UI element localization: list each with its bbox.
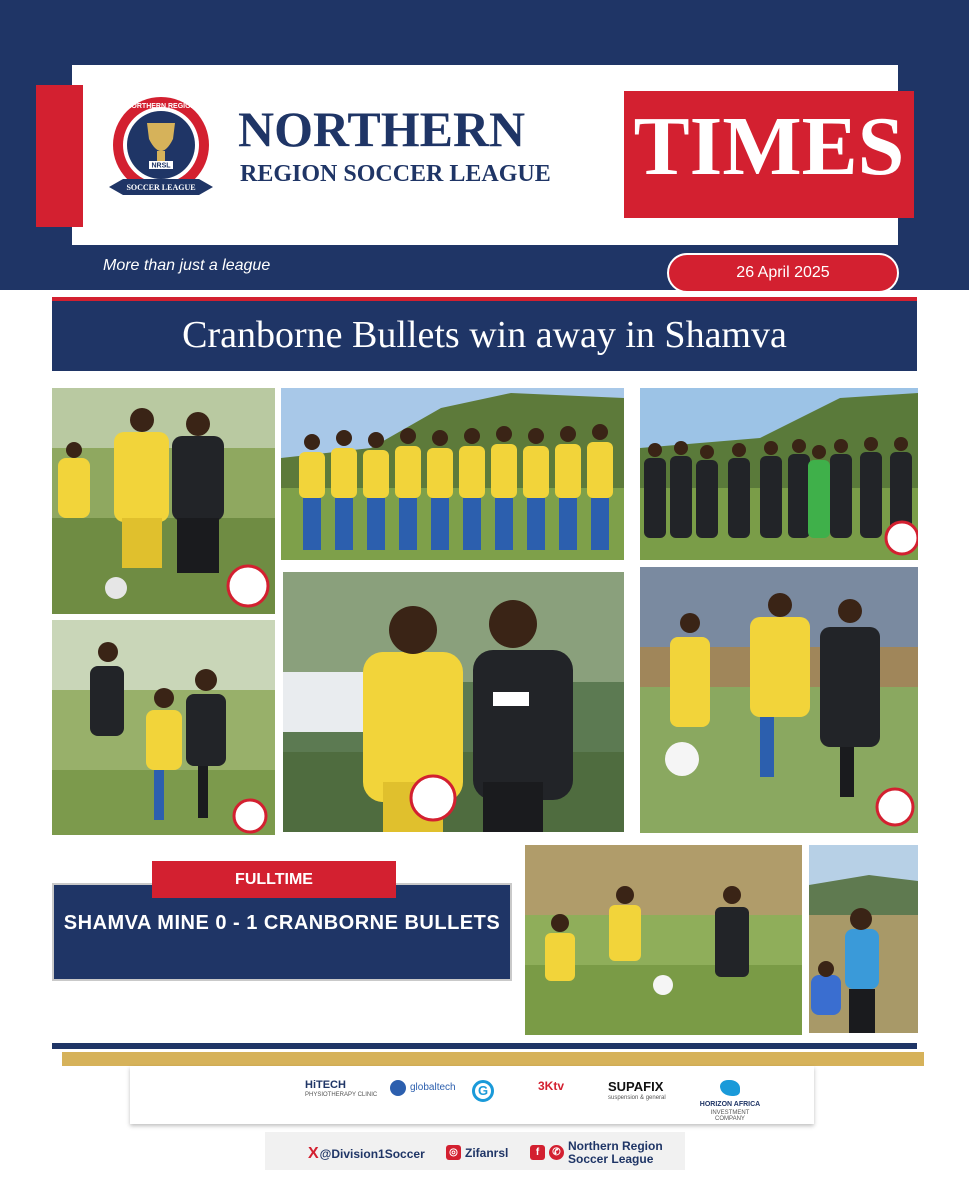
nrsl-logo: [103, 95, 219, 209]
sponsor-supafix-name: SUPAFIX: [608, 1079, 664, 1094]
sponsor-3ktv[interactable]: [538, 1080, 564, 1094]
social-x-handle: @Division1Soccer: [319, 1147, 425, 1161]
fulltime-label: FULLTIME: [152, 861, 396, 898]
photo-yellow-team-lineup[interactable]: [281, 388, 624, 560]
photo-duel-left[interactable]: [52, 388, 275, 614]
photo-goalmouth-action[interactable]: [640, 567, 918, 833]
social-facebook-line2: Soccer League: [568, 1151, 654, 1166]
headline-bar: [52, 297, 917, 371]
sponsor-supafix-sub: suspension & general: [608, 1094, 666, 1101]
sponsor-supafix[interactable]: [608, 1080, 666, 1101]
tagline: More than just a league: [103, 257, 271, 274]
footer-rule-navy: [52, 1043, 917, 1049]
photo-tackle-left[interactable]: [52, 620, 275, 835]
sponsor-globaltech[interactable]: [390, 1080, 456, 1096]
times-title: TIMES: [633, 100, 905, 193]
svg-text:SOCCER LEAGUE: SOCCER LEAGUE: [126, 183, 196, 192]
photo-header-challenge[interactable]: [283, 572, 624, 832]
sponsor-3ktv-name: 3Ktv: [538, 1079, 565, 1093]
photo-sideline-coach[interactable]: [809, 845, 918, 1033]
social-facebook-line1: Northern Region: [568, 1139, 663, 1153]
sponsor-horizon-sub: INVESTMENT COMPANY: [710, 1109, 750, 1122]
whatsapp-icon: ✆: [549, 1145, 564, 1160]
globe-icon: [390, 1080, 406, 1096]
social-instagram[interactable]: [446, 1145, 508, 1160]
social-facebook-whatsapp[interactable]: [530, 1140, 663, 1165]
photo-black-team-lineup[interactable]: [640, 388, 918, 560]
times-banner: [624, 91, 918, 218]
svg-text:NRSL: NRSL: [151, 162, 171, 170]
sponsor-g-logo: G: [472, 1080, 494, 1102]
svg-text:NORTHERN REGION: NORTHERN REGION: [126, 103, 196, 110]
headline: Cranborne Bullets win away in Shamva: [182, 314, 787, 356]
issue-date: 26 April 2025: [667, 253, 899, 293]
sponsor-hitech-sub: PHYSIOTHERAPY CLINIC: [305, 1091, 378, 1098]
masthead-red-tab: [36, 85, 83, 227]
sponsor-globaltech-name: globaltech: [410, 1081, 456, 1093]
masthead-title: NORTHERN: [238, 101, 526, 157]
x-icon: X: [308, 1145, 319, 1162]
social-instagram-handle: Zifanrsl: [465, 1145, 509, 1160]
final-score: SHAMVA MINE 0 - 1 CRANBORNE BULLETS: [63, 912, 501, 934]
africa-icon: [720, 1080, 740, 1096]
facebook-icon: f: [530, 1145, 545, 1160]
sponsor-hitech-name: HiTECH: [305, 1079, 346, 1091]
social-facebook-name: [568, 1140, 663, 1165]
sponsor-hitech[interactable]: [305, 1080, 377, 1098]
masthead-subtitle: REGION SOCCER LEAGUE: [240, 161, 551, 187]
instagram-icon: ◎: [446, 1145, 461, 1160]
sponsor-g[interactable]: [472, 1080, 494, 1102]
footer-rule-gold: [62, 1052, 924, 1066]
social-x[interactable]: [308, 1145, 425, 1163]
sponsor-horizon-name: HORIZON AFRICA: [699, 1101, 761, 1108]
photo-midfield-run[interactable]: [525, 845, 802, 1035]
sponsor-horizon-africa[interactable]: [698, 1080, 762, 1122]
